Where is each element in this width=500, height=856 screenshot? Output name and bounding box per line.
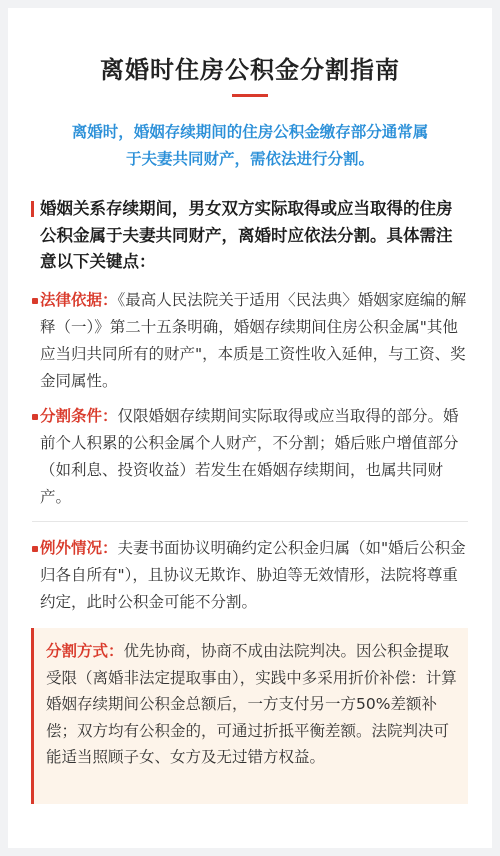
division-method-text [46,638,458,771]
point-separator: ： [102,539,118,557]
lead-paragraph: 婚姻关系存续期间，男女双方实际取得或应当取得的住房公积金属于夫妻共同财产，离婚时应依法分割。具体需注意以下关键点： [40,199,453,271]
callout-body: 优先协商，协商不成由法院判决。因公积金提取受限（离婚非法定提取事由），实践中多采用折价补偿：计算婚姻存续期间公积金总额后，一方支付另一方50%差额补偿；双方均有公积金的，可通过折抵平衡差额。法院判决可能适当照顾子女、女方及无过错方权益。 [46,642,457,766]
section-divider [32,521,468,522]
callout-separator: ： [108,642,124,660]
point-label: 分割条件 [40,407,103,425]
subtitle-line-2: 于夫妻共同财产，需依法进行分割。 [125,150,374,168]
point-text: 《最高人民法院关于适用〈民法典〉婚姻家庭编的解释（一）》第二十五条明确，婚姻存续期间住房公积金属"其他应当归共同所有的财产"，本质是工资性收入延伸，与工资、奖金同属性。 [40,291,467,390]
point-text: 夫妻书面协议明确约定公积金归属（如"婚后公积金归各自所有"），且协议无欺诈、胁迫等无效情形，法院将尊重约定，此时公积金可能不分割。 [40,539,466,611]
page-title: 离婚时住房公积金分割指南 [100,56,400,84]
callout-label: 分割方式 [46,642,109,660]
point-label: 法律依据 [40,291,103,309]
bullet-icon [32,546,38,552]
subtitle-line-1: 离婚时，婚姻存续期间的住房公积金缴存部分通常属 [71,123,429,141]
bullet-icon [32,414,38,420]
point-separator: ： [102,291,118,309]
title-underline [232,94,268,97]
subtitle [40,119,460,173]
lead-marker [31,201,34,217]
point-text: 仅限婚姻存续期间实际取得或应当取得的部分。婚前个人积累的公积金属个人财产，不分割；婚后账户增值部分（如利息、投资收益）若发生在婚姻存续期间，也属共同财产。 [40,407,459,506]
point-separator: ： [102,407,118,425]
point-division-conditions [40,403,468,511]
point-label: 例外情况 [40,539,103,557]
bullet-icon [32,298,38,304]
point-legal-basis [40,287,468,395]
point-exceptions [40,535,468,616]
